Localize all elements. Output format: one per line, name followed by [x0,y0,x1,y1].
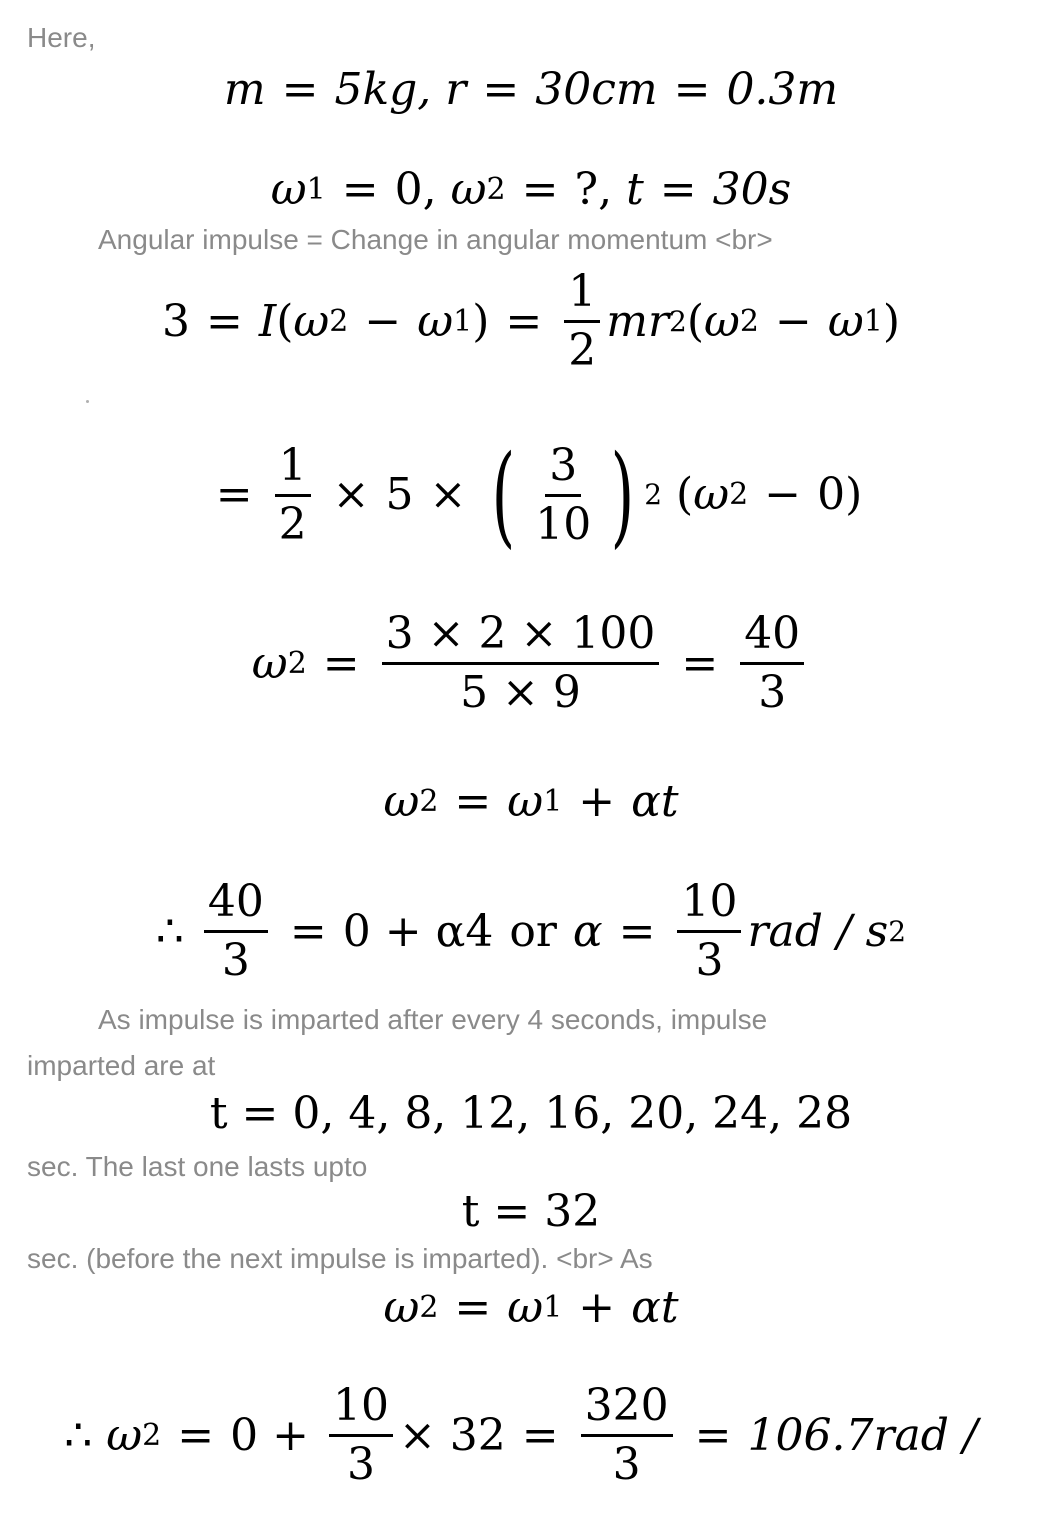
equation-angular-impulse: 3 = I ( ω 2 − ω 1 ) = $\frac{1}{2}$ mr 2 ( ω 2 − ω 1 ) [161,266,901,376]
equation-kinematics-2: ω 2 = ω 1 + αt [383,1282,679,1333]
stray-dot [86,400,89,403]
note-angular-impulse: Angular impulse = Change in angular momentum <br> [98,224,773,255]
equation-given-mass-radius: m = 5kg, r = 30cm = 0.3m [223,64,839,115]
equation-kinematics-1: ω 2 = ω 1 + αt [383,776,679,827]
note-last-one: sec. The last one lasts upto [27,1151,368,1182]
note-impulse-interval-line1: As impulse is imparted after every 4 seconds, impulse [98,1004,768,1035]
equation-angular-acceleration: ∴ $\frac{40}{3}$ = 0 + α4 or α = $\frac{10}{3}$ rad / s 2 [155,876,907,986]
equation-final-result: ∴ ω 2 = 0 + $\frac{10}{3}$ × 32 = $\frac{320}{3}$ = 106.7rad / [64,1380,978,1490]
note-here: Here, [27,22,96,53]
equation-given-omega-time: ω 1 = 0, ω 2 = ?, t = 30s [270,164,792,215]
equation-omega2-value: ω 2 = $\frac{3 \times 2 \times 100}{5 \times 9}$ = $\frac{40}{3}$ [0,612,1062,715]
note-impulse-interval-line2: imparted are at [27,1050,216,1081]
equation-impulse-times: t = 0, 4, 8, 12, 16, 20, 24, 28 [209,1088,853,1139]
equation-last-time: t = 32 [461,1186,601,1237]
note-before-next: sec. (before the next impulse is imparted). <br> As [27,1243,653,1274]
equation-substitution: = $\frac{1}{2}$ × 5 × ( $\frac{3}{10}$ ) 2 ( ω 2 − 0 ) [215,431,863,559]
